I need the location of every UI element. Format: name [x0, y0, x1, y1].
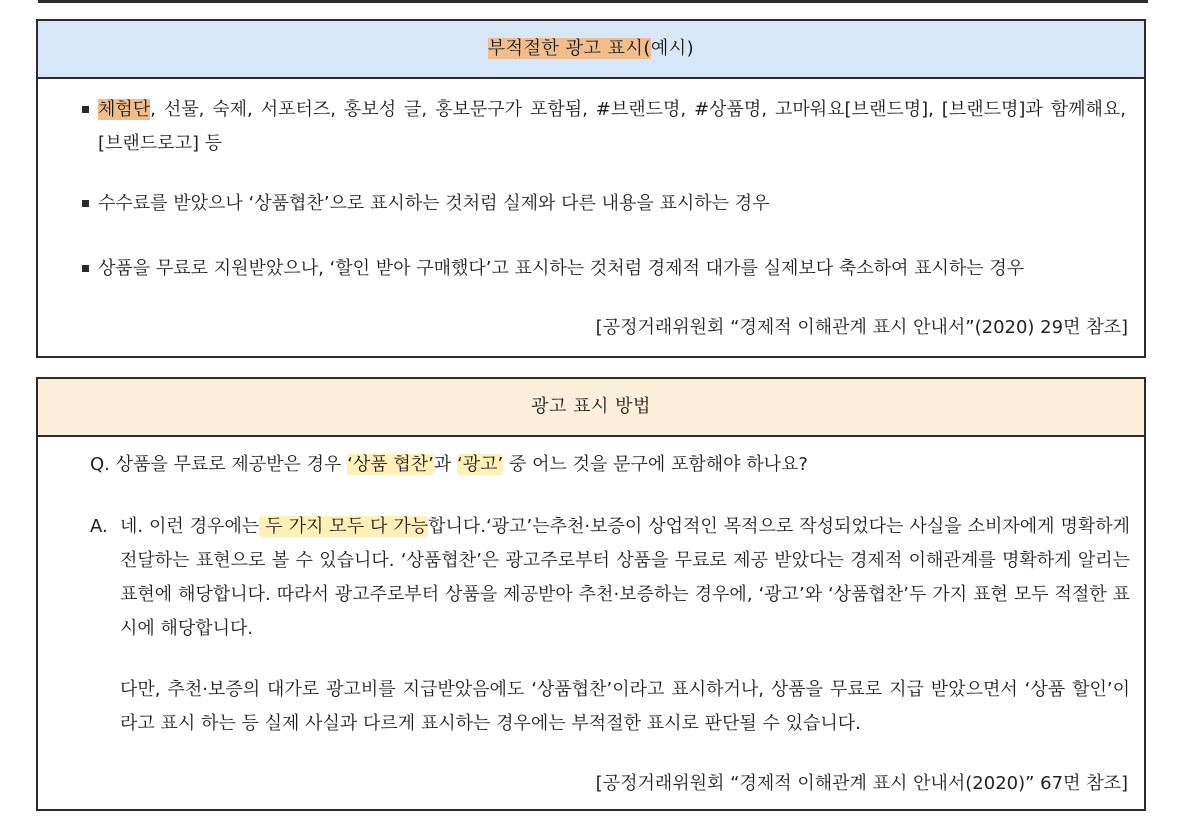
answer-text-1: 네. 이런 경우에는 [120, 516, 260, 537]
example-bullet-2 [82, 187, 1126, 221]
inappropriate-ad-examples-title [38, 21, 1144, 79]
example-text-1 [82, 93, 1126, 161]
bullet-square-icon [82, 106, 89, 113]
ad-marking-method-title: 광고 표시 방법 [38, 379, 1144, 437]
example-highlight: 체험단 [98, 99, 151, 120]
question-highlight-2: ‘광고’ [457, 454, 504, 475]
example-text-1-body: , 선물, 숙제, 서포터즈, 홍보성 글, 홍보문구가 포함됨, #브랜드명, #상품명, 고마워요[브랜드명], [브랜드명]과 함께해요, [브랜드로고] 등 [98, 99, 1126, 154]
faq-answer [90, 510, 1130, 646]
answer-prefix: A. [90, 516, 108, 537]
top-divider [38, 0, 1148, 3]
bullet-square-icon [82, 200, 89, 207]
question-text-2: 과 [433, 454, 457, 475]
answer-text-2: 합니다.‘광고’는추천·보증이 상업적인 목적으로 작성되었다는 사실을 소비자에게 명확하게 전달하는 표현으로 볼 수 있습니다. ‘상품협찬’은 광고주로부터 상품을 무료로 제공 받았다는 경제적 이해관계를 명확하게 알리는 표현에 해당합니다. 따라서 광고주로부터 상품을 제공받아 추천·보증하는 경우에, ‘광고’와 ‘상품협찬’두 가지 표현 모두 적절한 표시에 해당합니다. [120, 516, 1130, 639]
answer-note: 다만, 추천·보증의 대가로 광고비를 지급받았음에도 ‘상품협찬’이라고 표시하거나, 상품을 무료로 지급 받았으면서 ‘상품 할인’이라고 표시 하는 등 실제 사실과 다르게 표시하는 경우에는 부적절한 표시로 판단될 수 있습니다. [120, 679, 1130, 734]
answer-body [90, 510, 1130, 646]
title-highlight: 부적절한 광고 표시( [487, 38, 651, 59]
example-bullet-3 [82, 252, 1126, 286]
ad-marking-method-box [36, 377, 1146, 811]
example-text-2: 수수료를 받았으나 ‘상품협찬’으로 표시하는 것처럼 실제와 다른 내용을 표시하는 경우 [98, 193, 770, 214]
example-text-3: 상품을 무료로 지원받았으나, ‘할인 받아 구매했다’고 표시하는 것처럼 경제적 대가를 실제보다 축소하여 표시하는 경우 [98, 258, 1025, 279]
source-citation-2: [공정거래위원회 “경제적 이해관계 표시 안내서(2020)” 67면 참조] [595, 773, 1128, 794]
faq-question [90, 448, 1130, 482]
inappropriate-ad-examples-box [36, 19, 1146, 358]
question-highlight-1: ‘상품 협찬’ [347, 454, 434, 475]
title-rest: 예시) [650, 38, 695, 59]
question-text-1: Q. 상품을 무료로 제공받은 경우 [90, 454, 348, 475]
example-bullet-1 [82, 93, 1126, 161]
source-citation-1: [공정거래위원회 “경제적 이해관계 표시 안내서”(2020) 29면 참조] [595, 317, 1128, 338]
question-text-3: 중 어느 것을 문구에 포함해야 하나요? [503, 454, 808, 475]
answer-highlight: 두 가지 모두 다 가능 [259, 516, 429, 537]
bullet-square-icon [82, 265, 89, 272]
